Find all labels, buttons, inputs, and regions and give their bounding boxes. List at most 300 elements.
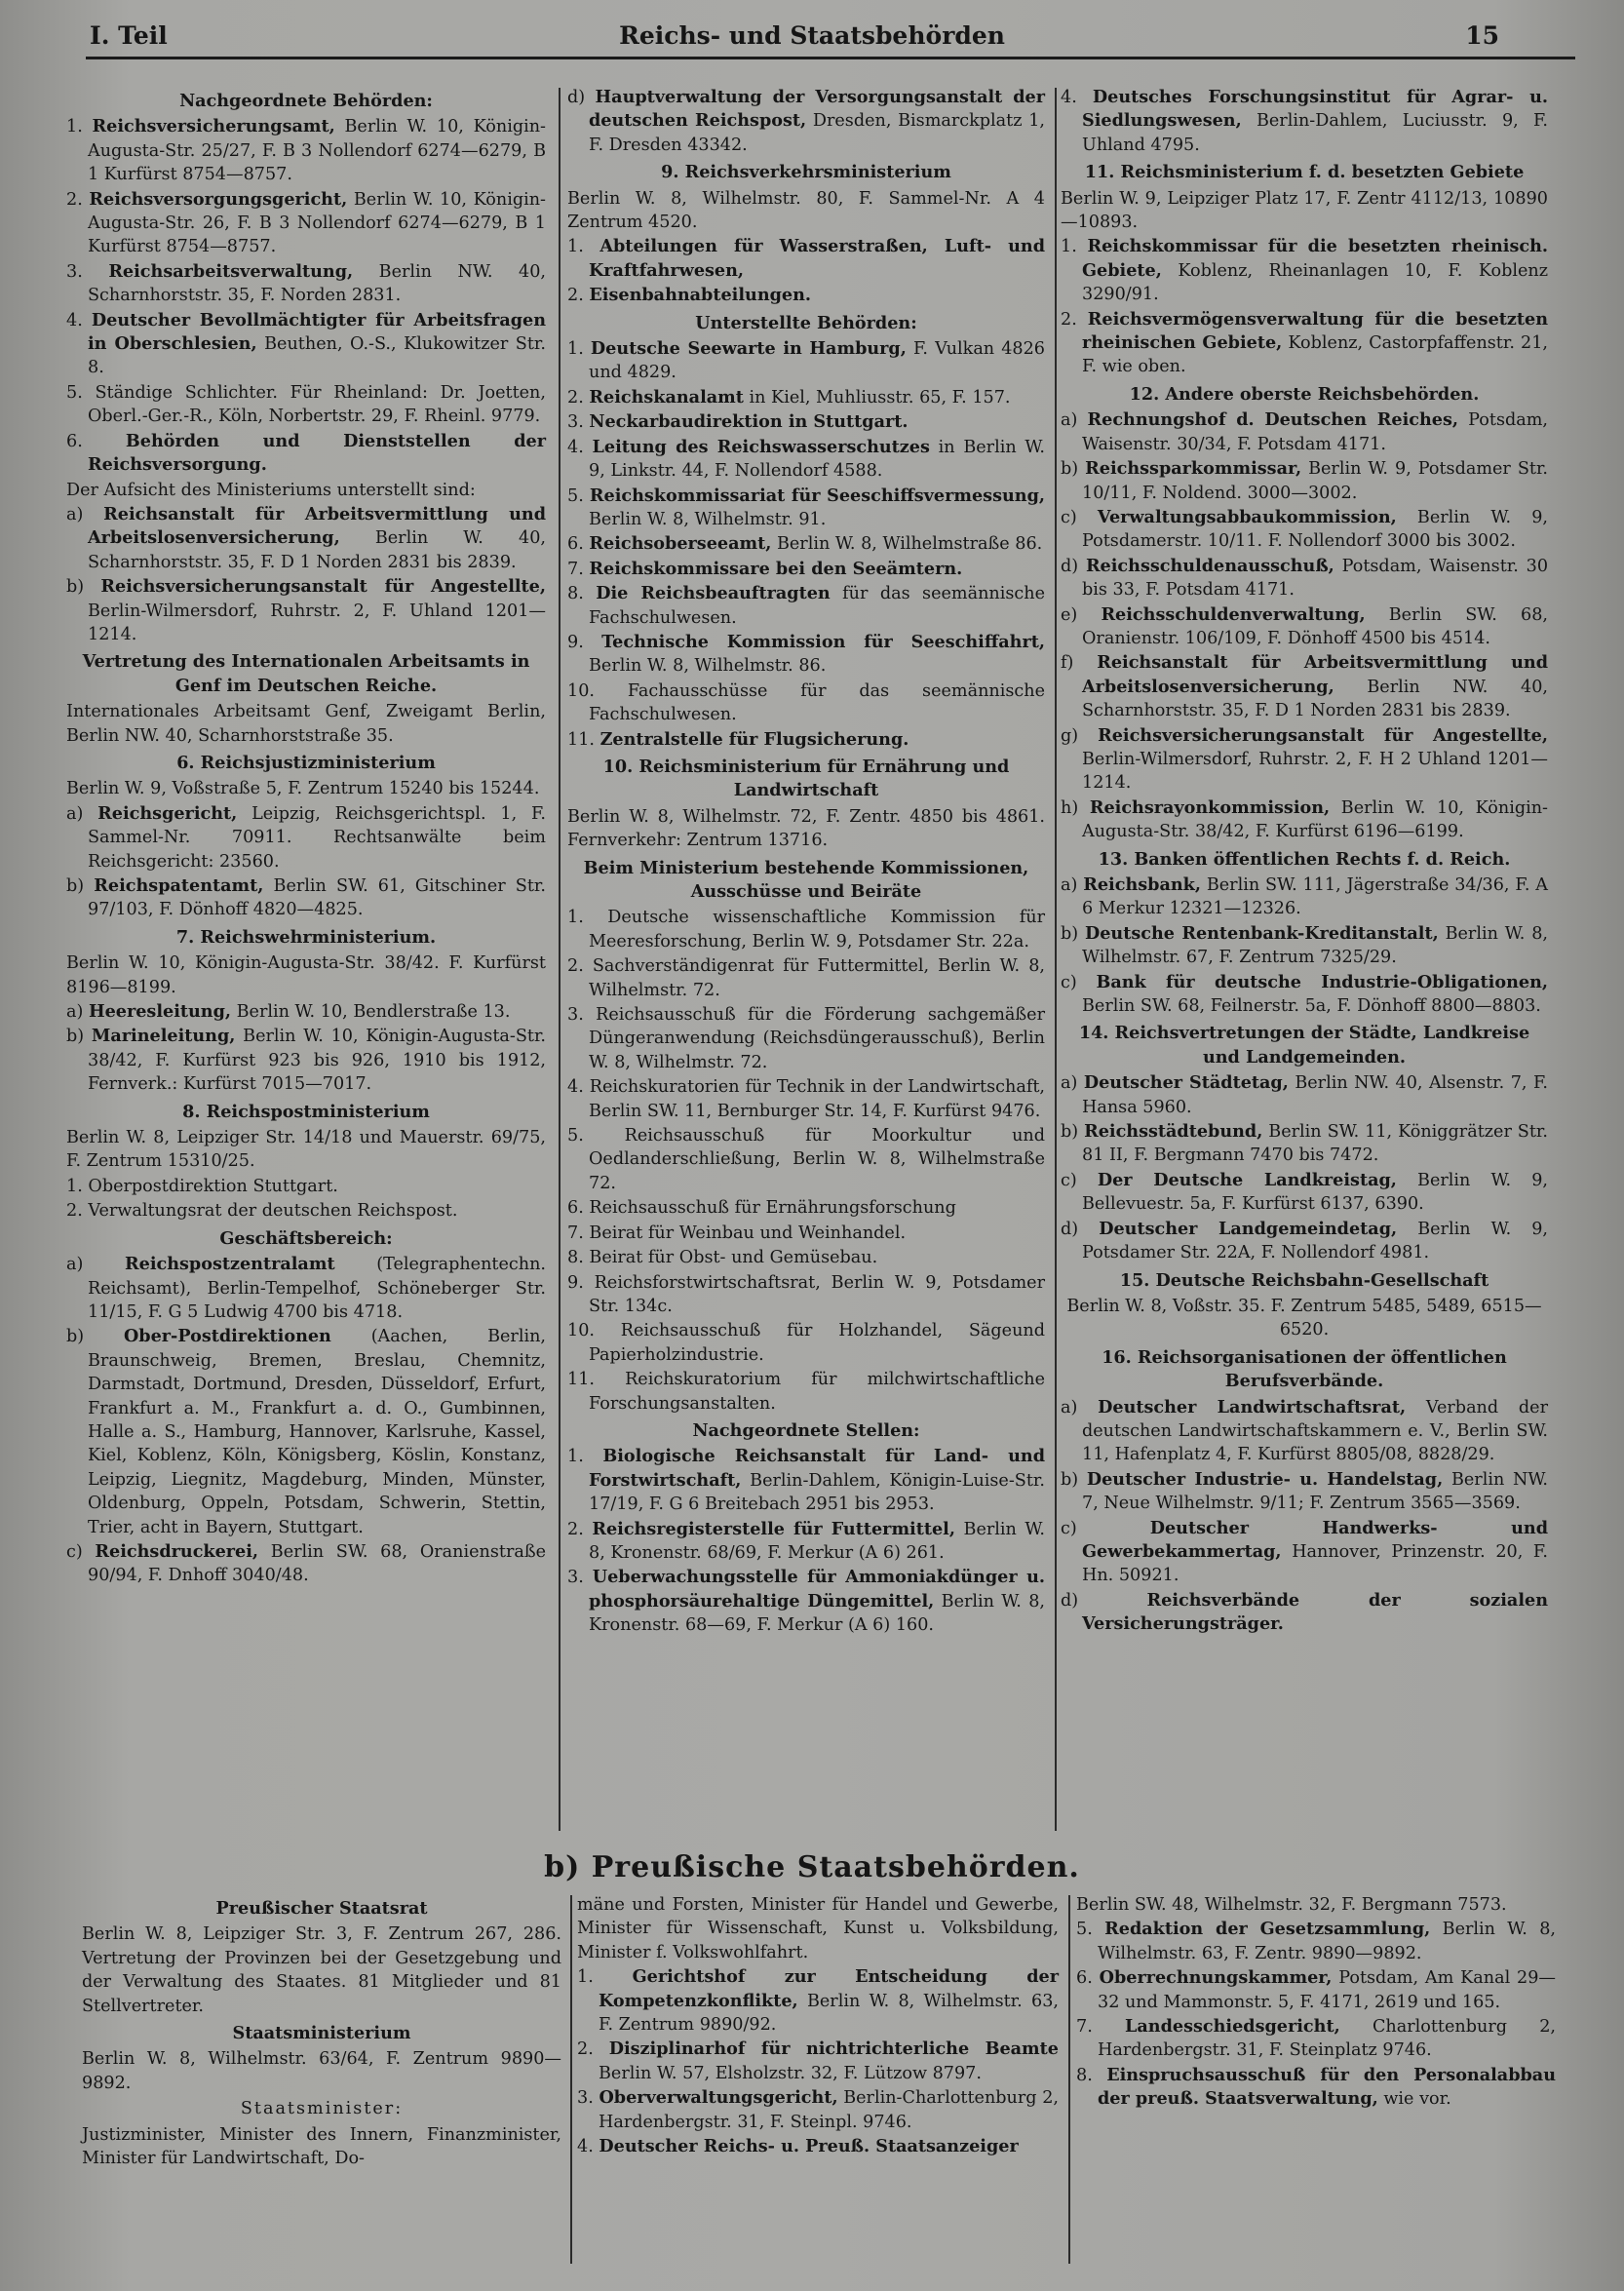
entry-name: Reichsarbeitsverwaltung, [108, 260, 354, 282]
entry-name: Bank für deutsche Industrie-Obligationen, [1096, 971, 1549, 992]
entry-name: Reichsversicherungsamt, [92, 116, 335, 137]
item-number: 1. [567, 339, 584, 360]
item-number: 3. [567, 1005, 584, 1026]
entry-details: Berlin-Dahlem, Luciusstr. 9, F. Uhland 4795. [1082, 111, 1549, 155]
item-number: 2. [567, 286, 584, 306]
item-number: a) [66, 504, 84, 524]
entry-name: Reichsbank, [1083, 874, 1201, 895]
entry-details: Berlin-Charlottenburg 2, Hardenbergstr. 31, F. Steinpl. 9746. [599, 2088, 1059, 2132]
list-item [1061, 796, 1548, 844]
item-number: 8. [567, 584, 584, 604]
entry-name: Reichssparkommissar, [1085, 458, 1302, 480]
entry-details: Berlin W. 9, Potsdamerstr. 10/11. F. Nollendorf 3000 bis 3002. [1082, 507, 1549, 552]
item-number: 4. [1061, 88, 1077, 107]
item-number: b) [1061, 1122, 1079, 1143]
list-item [567, 1445, 1045, 1516]
section-heading: Geschäftsbereich: [219, 1227, 393, 1249]
list-item [66, 381, 546, 429]
list-item [1061, 1517, 1548, 1588]
section-heading: 10. Reichsministerium für Ernährung und Landwirtschaft [602, 756, 1010, 801]
entry-name: Gerichtshof zur Entscheidung der Kompetenzkonflikte, [599, 1966, 1059, 2011]
list-item [66, 1175, 546, 1198]
entry-name: Die Reichsbeauftragten [596, 583, 831, 604]
entry-name: Deutscher Industrie- u. Handelstag, [1086, 1468, 1444, 1490]
item-number: 3. [577, 2088, 594, 2109]
entry-name: Redaktion der Gesetzsammlung, [1104, 1919, 1431, 1940]
entry-name: Deutscher Landgemeindetag, [1099, 1218, 1398, 1239]
entry-details: Ständige Schlichter. Für Rheinland: Dr. Joetten, Oberl.-Ger.-R., Köln, Norbertstr. 29, F. Rheinl. 9779. [88, 382, 546, 427]
item-number: c) [1061, 507, 1077, 527]
entry-details: Berlin W. 40, Scharnhorststr. 35, F. D 1 Norden 2831 bis 2839. [88, 528, 546, 572]
entry-name: Reichsdruckerei, [95, 1540, 259, 1562]
list-item [567, 1075, 1045, 1123]
section-heading: Beim Ministerium bestehende Kommissionen, Ausschüsse und Beiräte [583, 857, 1029, 902]
list-item [577, 1965, 1059, 2037]
item-number: 5. [567, 485, 584, 506]
entry-name: Deutscher Handwerks- und Gewerbekammertag, [1082, 1517, 1549, 1562]
entry-name: Reichsstädtebund, [1084, 1121, 1263, 1143]
entry-name: Reichsanstalt für Arbeitsvermittlung und Arbeitslosenversicherung, [88, 503, 546, 549]
entry-name: Ober-Postdirektionen [123, 1326, 331, 1347]
item-number: 10. [567, 1321, 595, 1341]
entry-name: Eisenbahnabteilungen. [589, 285, 812, 306]
entry-name: Disziplinarhof für nichtrichterliche Beamte [608, 2039, 1059, 2060]
list-item [567, 1124, 1045, 1195]
item-number: 1. [577, 1967, 594, 1988]
section-heading: 6. Reichsjustizministerium [176, 752, 436, 773]
entry-details: Berlin W. 10, Königin-Augusta-Str. 38/42, F. Kurfürst 923 bis 926, 1910 bis 1912, Fernverk.: Kurfürst 7015—7017. [88, 1027, 547, 1095]
list-item [66, 1025, 546, 1096]
page-number: 15 [1465, 21, 1499, 50]
entry-name: Reichsvermögensverwaltung für die besetzten rheinischen Gebiete, [1082, 308, 1549, 354]
entry-details: Berlin W. 10, Königin-Augusta-Str. 25/27, F. B 3 Nollendorf 6274—6279, B 1 Kurfürst 8754—8757. [88, 117, 546, 185]
paragraph [82, 2123, 561, 2171]
list-item [567, 410, 1045, 434]
entry-name: Deutsche Rentenbank-Kreditanstalt, [1084, 922, 1439, 944]
entry-details: Berlin SW. 11, Königgrätzer Str. 81 II, F. Bergmann 7470 bis 7472. [1082, 1122, 1548, 1166]
entry-name: Einspruchsausschuß für den Personalabbau der preuß. Staatsverwaltung, [1098, 2064, 1557, 2110]
entry-name: Leitung des Reichswasserschutzes [592, 436, 930, 457]
section-heading: Nachgeordnete Stellen: [692, 1419, 920, 1441]
entry-name: Landesschiedsgericht, [1125, 2016, 1340, 2038]
list-item [567, 532, 1045, 556]
entry-details: Sachverständigenrat für Futtermittel, Berlin W. 8, Wilhelmstr. 72. [589, 956, 1045, 1000]
item-number: 4. [577, 2137, 594, 2157]
entry-name: Biologische Reichsanstalt für Land- und Forstwirtschaft, [589, 1446, 1046, 1491]
entry-details: Hannover, Prinzenstr. 20, F. Hn. 50921. [1082, 1541, 1548, 1586]
item-number: 3. [567, 1568, 584, 1588]
item-number: 6. [567, 534, 584, 555]
item-number: 4. [567, 437, 584, 457]
list-item [567, 1319, 1045, 1367]
column-3 [1061, 86, 1548, 1638]
column-divider [1055, 88, 1057, 1831]
list-item [66, 575, 546, 646]
list-item [1061, 922, 1548, 970]
entry-details: Berlin SW. 48, Wilhelmstr. 32, F. Bergmann 7573. [1076, 1895, 1507, 1915]
list-item [577, 2086, 1059, 2134]
list-item [66, 188, 546, 259]
item-number: a) [66, 1255, 84, 1275]
entry-name: Deutscher Städtetag, [1083, 1072, 1289, 1094]
item-number: e) [1061, 604, 1078, 625]
item-number: d) [567, 88, 586, 107]
entry-details: Berlin W. 8, Wilhelmstr. 80, F. Sammel-Nr. A 4 Zentrum 4520. [567, 188, 1045, 233]
entry-details: Reichsforstwirtschaftsrat, Berlin W. 9, Potsdamer Str. 134c. [589, 1272, 1046, 1316]
item-number: 1. [1061, 237, 1077, 257]
entry-details: Deutsche wissenschaftliche Kommission für Meeresforschung, Berlin W. 9, Potsdamer Str. 22a. [589, 908, 1046, 951]
list-item [1061, 86, 1548, 157]
paragraph [66, 1126, 546, 1174]
item-number: c) [1061, 1170, 1077, 1190]
list-item [66, 1000, 546, 1024]
entry-details: Berlin W. 10, Königin-Augusta-Str. 38/42, F. Kurfürst 6196—6199. [1082, 797, 1548, 842]
entry-details: Berlin NW. 40, Alsenstr. 7, F. Hansa 5960. [1082, 1073, 1548, 1117]
entry-name: Reichsversorgungsgericht, [89, 188, 348, 210]
item-number: 5. [1076, 1920, 1093, 1940]
section-heading: Staatsministerium [232, 2023, 411, 2044]
column-1 [66, 86, 546, 1589]
entry-details: Potsdam, Am Kanal 29—32 und Mammonstr. 5, F. 4171, 2619 und 165. [1098, 1968, 1556, 2012]
list-item [567, 728, 1045, 752]
entry-name: Reichsverbände der sozialen Versicherungsträger. [1082, 1589, 1549, 1635]
section-heading: 8. Reichspostministerium [182, 1101, 430, 1122]
list-item [1061, 1589, 1548, 1637]
entry-details: Berlin-Wilmersdorf, Ruhrstr. 2, F. H 2 Uhland 1201—1214. [1082, 749, 1548, 794]
list-item [1061, 651, 1548, 722]
entry-details: Reichsausschuß für Moorkultur und Oedlanderschließung, Berlin W. 8, Wilhelmstraße 72. [589, 1126, 1045, 1193]
paragraph [66, 777, 546, 800]
entry-name: Oberrechnungskammer, [1099, 1967, 1333, 1989]
item-number: 8. [567, 1248, 584, 1268]
entry-name: Reichsversicherungsanstalt für Angestellte, [1098, 724, 1548, 746]
entry-name: Rechnungshof d. Deutschen Reiches, [1087, 409, 1458, 431]
list-item [567, 1566, 1045, 1637]
entry-details: Internationales Arbeitsamt Genf, Zweigamt Berlin, Berlin NW. 40, Scharnhorststraße 35. [66, 702, 546, 746]
item-number: 1. [567, 237, 584, 257]
entry-name: Marineleitung, [91, 1026, 236, 1047]
list-item [66, 430, 546, 478]
entry-details: (Aachen, Berlin, Braunschweig, Bremen, Breslau, Chemnitz, Darmstadt, Dortmund, Dresden, Düsseldorf, Erfurt, Frankfurt a. M., Frankfurt a. d. O., Gumbinnen, Halle a. S., Hamburg, Hannover, Karlsruhe, Kassel, Kiel, Koblenz, Köln, Königsberg, Köslin, Konstanz, Leipzig, Liegnitz, Magdeburg, Minden, Münster, Oldenburg, Oppeln, Potsdam, Schwerin, Stettin, Trier, acht in Bayern, Stuttgart. [88, 1327, 547, 1537]
entry-details: Berlin W. 8, Wilhelmstr. 63/64, F. Zentrum 9890—9892. [82, 2049, 561, 2093]
item-number: a) [66, 1002, 84, 1023]
entry-details: Charlottenburg 2, Hardenbergstr. 31, F. Steinplatz 9746. [1098, 2017, 1557, 2061]
item-number: b) [66, 577, 85, 598]
item-number: 1. [66, 117, 83, 137]
item-number: b) [66, 1327, 85, 1347]
item-number: 1. [567, 1447, 584, 1467]
item-number: 10. [567, 680, 595, 701]
list-item [66, 115, 546, 186]
entry-details: Berlin W. 8, Leipziger Str. 14/18 und Mauerstr. 69/75, F. Zentrum 15310/25. [66, 1128, 546, 1172]
entry-details: Berlin NW. 40, Scharnhorststr. 35, F. D 1 Norden 2831 bis 2839. [1082, 677, 1549, 721]
item-number: 2. [577, 2039, 594, 2060]
entry-details: Berlin W. 57, Elsholzstr. 32, F. Lützow 8797. [599, 2063, 982, 2083]
entry-details: Reichsausschuß für Ernährungsforschung [589, 1198, 956, 1219]
entry-details: Berlin SW. 61, Gitschiner Str. 97/103, F. Dönhoff 4820—4825. [88, 876, 546, 920]
entry-name: Hauptverwaltung der Versorgungsanstalt der deutschen Reichspost, [589, 87, 1045, 132]
item-number: 1. [66, 1176, 83, 1196]
item-number: 11. [567, 1370, 595, 1390]
section-heading: 9. Reichsverkehrsministerium [661, 162, 951, 183]
entry-name: Neckarbaudirektion in Stuttgart. [589, 411, 909, 433]
section-heading: 14. Reichsvertretungen der Städte, Landkreise und Landgemeinden. [1078, 1023, 1530, 1068]
list-item [567, 582, 1045, 630]
entry-details: Berlin W. 8, Kronenstr. 68/69, F. Merkur (A 6) 261. [589, 1519, 1046, 1563]
entry-name: Der Deutsche Landkreistag, [1097, 1169, 1397, 1190]
list-item [1061, 1120, 1548, 1168]
paragraph [82, 2047, 561, 2095]
item-number: b) [1061, 459, 1079, 480]
section-heading: 16. Reichsorganisationen der öffentlichen Berufsverbände. [1102, 1346, 1507, 1392]
entry-details: Berlin SW. 68, Oranienstr. 106/109, F. Dönhoff 4500 bis 4514. [1082, 604, 1549, 648]
entry-name: Reichsrayonkommission, [1089, 796, 1331, 818]
entry-name: Reichsanstalt für Arbeitsvermittlung und Arbeitslosenversicherung, [1082, 652, 1549, 697]
subheading: Staatsminister: [240, 2099, 404, 2119]
item-number: 9. [567, 632, 584, 652]
item-number: f) [1061, 653, 1074, 674]
item-number: a) [1061, 1073, 1078, 1094]
item-number: 8. [1076, 2065, 1093, 2085]
header-rule [86, 57, 1575, 59]
list-item [567, 1003, 1045, 1074]
entry-details: Justizminister, Minister des Innern, Finanzminister, Minister für Landwirtschaft, Do- [82, 2124, 561, 2169]
entry-details: Berlin SW. 111, Jägerstraße 34/36, F. A 6 Merkur 12321—12326. [1082, 875, 1549, 919]
entry-details: Berlin NW. 7, Neue Wilhelmstr. 9/11; F. Zentrum 3565—3569. [1082, 1469, 1548, 1514]
entry-name: Reichskommissare bei den Seeämtern. [589, 558, 963, 579]
section-heading: Preußischer Staatsrat [215, 1898, 428, 1919]
entry-name: Reichspostzentralamt [125, 1254, 335, 1275]
list-item [567, 1368, 1045, 1416]
item-number: 11. [567, 729, 595, 750]
entry-details: Berlin W. 9, Potsdamer Str. 10/11, F. Noldend. 3000—3002. [1082, 459, 1549, 503]
entry-details: Beuthen, O.-S., Klukowitzer Str. 8. [88, 334, 547, 378]
section-heading: 12. Andere oberste Reichsbehörden. [1129, 383, 1480, 405]
entry-details: Berlin-Dahlem, Königin-Luise-Str. 17/19, F. G 6 Breitebach 2951 bis 2953. [589, 1470, 1045, 1515]
column-divider [1068, 1895, 1070, 2264]
list-item [1061, 235, 1548, 306]
item-number: 2. [567, 387, 584, 408]
entry-details: Koblenz, Rheinanlagen 10, F. Koblenz 3290/91. [1082, 260, 1548, 305]
entry-details: Berlin W. 8, Wilhelmstr. 63, F. Zentr. 9890—9892. [1098, 1920, 1557, 1963]
section-heading-prussian-authorities: b) Preußische Staatsbehörden. [544, 1850, 1080, 1884]
entry-name: Reichskommissariat für Seeschiffsvermessung, [589, 485, 1045, 506]
item-number: 5. [567, 1126, 584, 1146]
entry-name: Reichskommissar für die besetzten rheinisch. Gebiete, [1082, 236, 1548, 281]
list-item [1061, 1169, 1548, 1217]
list-item [567, 558, 1045, 581]
list-item [66, 1540, 546, 1588]
section-heading: Vertretung des Internationalen Arbeitsamts in Genf im Deutschen Reiche. [82, 651, 530, 696]
list-item [567, 485, 1045, 532]
paragraph [66, 479, 546, 502]
list-item [567, 1222, 1045, 1245]
entry-details: Berlin W. 9, Voßstraße 5, F. Zentrum 15240 bis 15244. [66, 779, 540, 799]
item-number: 6. [66, 431, 83, 451]
entry-details: (Telegraphentechn. Reichsamt), Berlin-Tempelhof, Schöneberger Str. 11/15, F. G 5 Ludwig 4700 bis 4718. [88, 1255, 546, 1322]
entry-details: Berlin W. 8, Wilhelmstr. 72, F. Zentr. 4850 bis 4861. Fernverkehr: Zentrum 13716. [567, 806, 1045, 851]
item-number: g) [1061, 725, 1079, 746]
entry-details: Berlin W. 8, Wilhelmstr. 86. [589, 656, 827, 677]
entry-details: Berlin W. 10, Bendlerstraße 13. [236, 1002, 511, 1023]
entry-details: F. Vulkan 4826 und 4829. [589, 339, 1046, 383]
entry-name: Reichskanalamt [589, 386, 744, 408]
entry-details: Berlin W. 8, Kronenstr. 68—69, F. Merkur (A 6) 160. [589, 1591, 1045, 1636]
list-item [1061, 1468, 1548, 1516]
list-item [577, 2135, 1059, 2158]
item-number: 3. [567, 412, 584, 433]
column-5 [577, 1893, 1059, 2159]
item-number: 4. [567, 1077, 584, 1098]
list-item [567, 1518, 1045, 1566]
section-heading: 15. Deutsche Reichsbahn-Gesellschaft [1119, 1269, 1489, 1291]
list-item [1061, 1396, 1548, 1467]
item-number: a) [1061, 875, 1078, 895]
entry-details: Leipzig, Reichsgerichtspl. 1, F. Sammel-Nr. 70911. Rechtsanwälte beim Reichsgericht: 23560. [88, 803, 547, 872]
item-number: 2. [567, 1519, 584, 1539]
entry-details: Beirat für Weinbau und Weinhandel. [589, 1223, 907, 1243]
list-item [1061, 724, 1548, 796]
entry-name: Reichsversicherungsanstalt für Angestellte, [100, 576, 547, 598]
paragraph [1061, 187, 1548, 235]
list-item [567, 1196, 1045, 1220]
entry-details: Berlin NW. 40, Scharnhorststr. 35, F. Norden 2831. [88, 261, 547, 306]
entry-details: Reichsausschuß für die Förderung sachgemäßer Düngeranwendung (Reichsdüngerausschuß), Berlin W. 8, Wilhelmstr. 72. [589, 1005, 1046, 1072]
section-heading: Nachgeordnete Behörden: [179, 91, 433, 111]
entry-name: Heeresleitung, [88, 1001, 232, 1023]
item-number: c) [66, 1541, 83, 1562]
list-item [1076, 1918, 1556, 1965]
list-item [567, 284, 1045, 307]
item-number: 9. [567, 1272, 584, 1293]
entry-details: Berlin W. 8, Wilhelmstr. 63, F. Zentrum 9890/92. [599, 1991, 1060, 2036]
entry-name: Oberverwaltungsgericht, [599, 2087, 838, 2109]
entry-details: in Kiel, Muhliusstr. 65, F. 157. [749, 387, 1011, 408]
list-item [577, 2038, 1059, 2085]
item-number: a) [1061, 1397, 1078, 1417]
item-number: 6. [1076, 1968, 1093, 1989]
entry-details: Berlin W. 9, Potsdamer Str. 22A, F. Nollendorf 4981. [1082, 1219, 1549, 1263]
list-item [1076, 1966, 1556, 2014]
item-number: 2. [66, 1201, 83, 1222]
entry-name: Deutscher Landwirtschaftsrat, [1098, 1396, 1407, 1417]
entry-details: Berlin SW. 68, Oranienstraße 90/94, F. Dnhoff 3040/48. [88, 1541, 547, 1586]
column-divider [570, 1895, 572, 2264]
list-item [567, 235, 1045, 283]
item-number: b) [66, 876, 85, 896]
entry-name: Reichsgericht, [97, 802, 238, 824]
entry-details: Oberpostdirektion Stuttgart. [88, 1176, 338, 1196]
item-number: a) [66, 803, 84, 824]
entry-details: Verband der deutschen Landwirtschaftskammern e. V., Berlin SW. 11, Hafenplatz 4, F. Kurfürst 8805/08, 8828/29. [1082, 1397, 1549, 1465]
entry-name: Reichsoberseeamt, [589, 533, 772, 555]
paragraph [567, 187, 1045, 235]
entry-details: Berlin SW. 68, Feilnerstr. 5a, F. Dönhoff 8800—8803. [1082, 996, 1541, 1017]
entry-name: Reichsregisterstelle für Futtermittel, [592, 1518, 955, 1539]
entry-details: Verwaltungsrat der deutschen Reichspost. [88, 1201, 458, 1222]
centered-address: Berlin W. 8, Voßstr. 35. F. Zentrum 5485, 5489, 6515—6520. [1066, 1296, 1542, 1340]
entry-details: Reichskuratorien für Technik in der Landwirtschaft, Berlin SW. 11, Bernburger Str. 14, F. Kurfürst 9476. [589, 1077, 1045, 1121]
list-item [66, 260, 546, 308]
section-heading: Unterstellte Behörden: [695, 312, 917, 333]
entry-name: Deutsches Forschungsinstitut für Agrar- u. Siedlungswesen, [1082, 87, 1549, 132]
list-item [567, 954, 1045, 1002]
item-number: 7. [567, 1223, 584, 1243]
item-number: a) [1061, 410, 1078, 431]
entry-details: Koblenz, Castorpfaffenstr. 21, F. wie oben. [1082, 333, 1549, 377]
list-item [1061, 506, 1548, 554]
list-item [1061, 457, 1548, 505]
item-number: b) [1061, 923, 1079, 944]
entry-details: Potsdam, Waisenstr. 30 bis 33, F. Potsdam 4171. [1082, 556, 1549, 601]
list-item [567, 436, 1045, 484]
paragraph [66, 951, 546, 999]
list-item [66, 1253, 546, 1324]
entry-details: Berlin-Wilmersdorf, Ruhrstr. 2, F. Uhland 1201—1214. [88, 601, 546, 644]
section-heading: 11. Reichsministerium f. d. besetzten Gebiete [1084, 162, 1525, 183]
entry-details: für das seemännische Fachschulwesen. [589, 584, 1045, 628]
entry-name: Verwaltungsabbaukommission, [1097, 506, 1397, 527]
list-item [1061, 555, 1548, 602]
paragraph [567, 805, 1045, 853]
entry-details: Berlin W. 8, Wilhelmstr. 67, F. Zentrum 7325/29. [1082, 923, 1548, 968]
entry-name: Deutscher Bevollmächtigter für Arbeitsfragen in Oberschlesien, [88, 309, 547, 355]
list-item [1061, 308, 1548, 379]
paragraph [82, 1922, 561, 2018]
entry-details: wie vor. [1383, 2089, 1451, 2110]
item-number: c) [1061, 972, 1077, 992]
list-item [567, 337, 1045, 385]
item-number: 2. [1061, 309, 1077, 330]
item-number: b) [66, 1027, 85, 1047]
list-item [1061, 1218, 1548, 1265]
entry-name: Behörden und Dienststellen der Reichsversorgung. [88, 430, 547, 476]
list-item [1061, 1071, 1548, 1119]
item-number: d) [1061, 556, 1079, 576]
entry-name: Technische Kommission für Seeschiffahrt, [601, 631, 1045, 652]
item-number: 7. [1076, 2017, 1093, 2038]
entry-details: Beirat für Obst- und Gemüsebau. [589, 1248, 878, 1268]
item-number: 1. [567, 908, 584, 928]
item-number: 5. [66, 382, 83, 403]
item-number: d) [1061, 1590, 1079, 1611]
list-item [1061, 408, 1548, 456]
list-item [1061, 874, 1548, 921]
entry-details: in Berlin W. 9, Linkstr. 44, F. Nollendorf 4588. [589, 437, 1046, 482]
entry-name: Zentralstelle für Flugsicherung. [599, 728, 909, 750]
list-item [1061, 603, 1548, 651]
item-number: b) [1061, 1469, 1079, 1490]
item-number: c) [1061, 1518, 1077, 1538]
list-item [567, 386, 1045, 409]
entry-name: Deutsche Seewarte in Hamburg, [590, 338, 907, 360]
entry-details: Berlin W. 8, Wilhelmstraße 86. [776, 534, 1043, 555]
list-item [567, 1246, 1045, 1269]
entry-details: Fachausschüsse für das seemännische Fachschulwesen. [589, 680, 1045, 725]
paragraph [577, 1893, 1059, 1964]
running-head-title: Reichs- und Staatsbehörden [619, 21, 1005, 50]
list-item [567, 631, 1045, 679]
list-item [66, 874, 546, 922]
item-number: 2. [66, 189, 83, 210]
item-number: 7. [567, 559, 584, 579]
entry-details: Berlin W. 9, Leipziger Platz 17, F. Zentr 4112/13, 10890—10893. [1061, 188, 1548, 233]
entry-name: Reichsschuldenausschuß, [1085, 555, 1334, 576]
entry-details: Reichsausschuß für Holzhandel, Sägeund Papierholzindustrie. [589, 1321, 1045, 1365]
list-item [567, 906, 1045, 953]
column-4 [82, 1893, 561, 2171]
entry-details: Der Aufsicht des Ministeriums unterstellt sind: [66, 480, 476, 500]
